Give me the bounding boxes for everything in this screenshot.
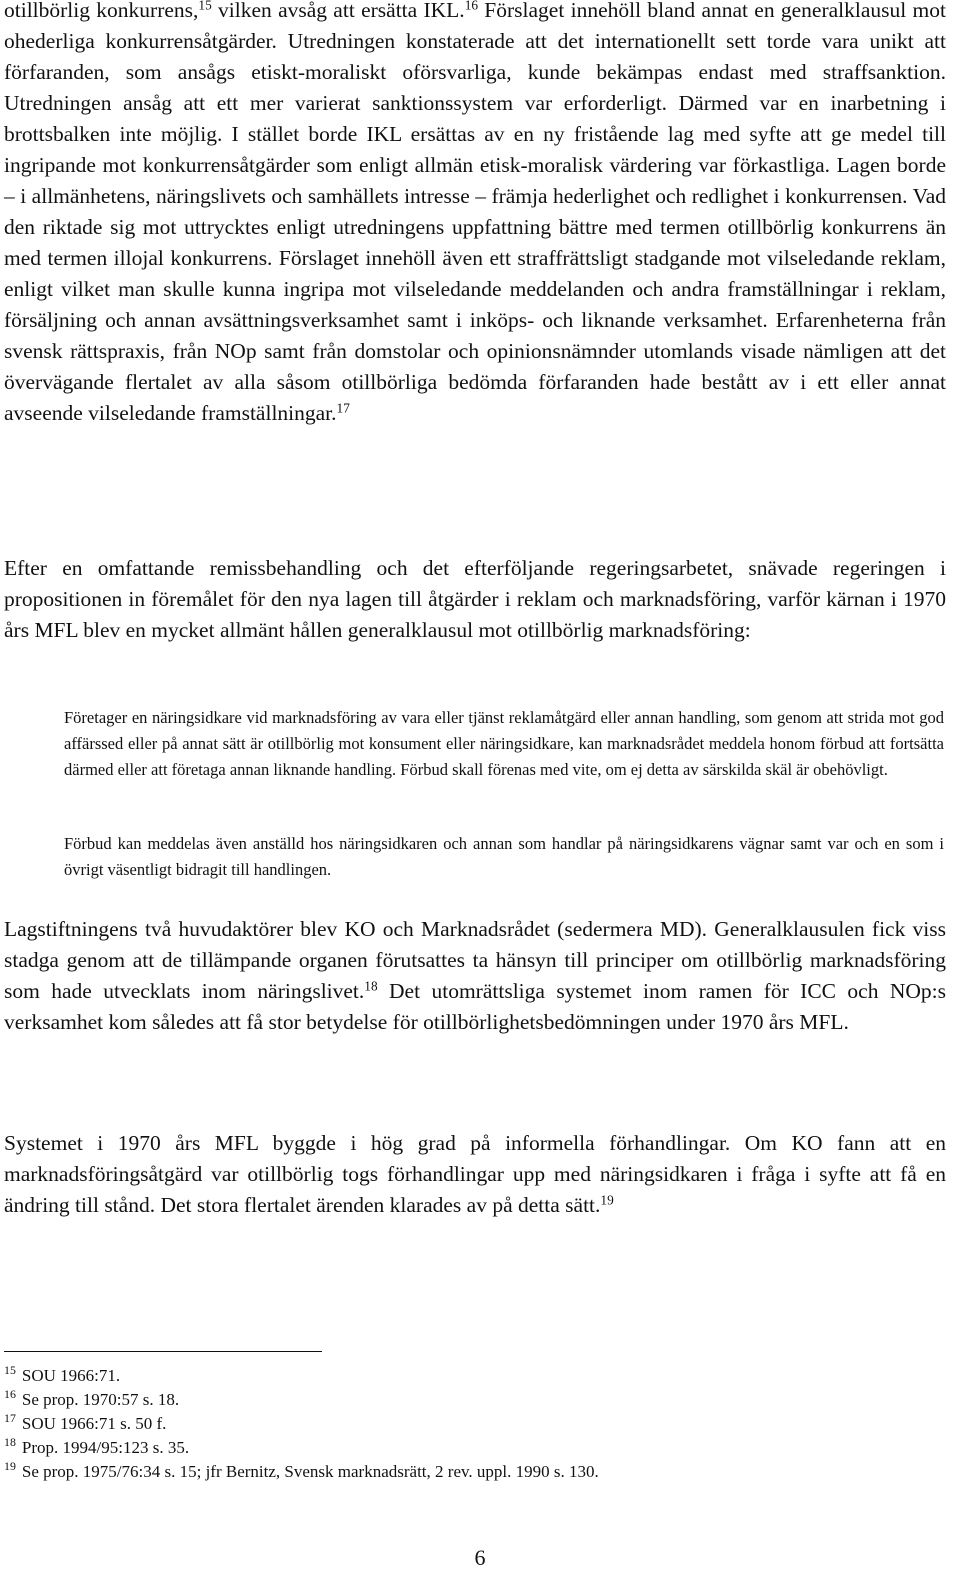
body-paragraph-4 <box>4 1128 946 1221</box>
footnote-number: 16 <box>4 1387 16 1402</box>
quote-text: Företager en näringsidkare vid marknadsföring av vara eller tjänst reklamåtgärd eller annan handling, som genom att strida mot god affärssed eller på annat sätt är otillbörlig mot konsument eller näringsidkare, kan marknadsrådet meddela honom förbud att fortsätta därmed eller att företaga annan liknande handling. Förbud skall förenas med vite, om ej detta av särskilda skäl är obehövligt. <box>64 708 944 779</box>
footnote-text: Se prop. 1975/76:34 s. 15; jfr Bernitz, Svensk marknadsrätt, 2 rev. uppl. 1990 s. 130. <box>21 1462 599 1481</box>
paragraph-text: otillbörlig konkurrens, <box>4 0 199 22</box>
page-number: 6 <box>474 1545 486 1570</box>
footnote-18 <box>4 1436 904 1460</box>
body-paragraph-1 <box>4 0 946 429</box>
paragraph-text: Systemet i 1970 års MFL byggde i hög grad på informella förhandlingar. Om KO fann att en marknadsföringsåtgärd var otillbörlig togs förhandlingar upp med näringsidkaren i fråga i syfte att få en ändring till stånd. Det stora flertalet ärenden klarades av på detta sätt. <box>4 1131 946 1217</box>
footnote-text: SOU 1966:71. <box>21 1366 121 1385</box>
footnote-text: SOU 1966:71 s. 50 f. <box>21 1414 167 1433</box>
quote-text: Förbud kan meddelas även anställd hos näringsidkaren och annan som handlar på näringsidkarens vägnar samt var och en som i övrigt väsentligt bidragit till handlingen. <box>64 834 944 879</box>
footnote-number: 17 <box>4 1411 16 1426</box>
footnote-number: 15 <box>4 1363 16 1378</box>
body-paragraph-2 <box>4 553 946 646</box>
paragraph-text: Efter en omfattande remissbehandling och det efterföljande regeringsarbetet, snävade regeringen i propositionen in föremålet för den nya lagen till åtgärder i reklam och marknadsföring, varför kärnan i 1970 års MFL blev en mycket allmänt hållen generalklausul mot otillbörlig marknadsföring: <box>4 556 946 642</box>
paragraph-text: vilken avsåg att ersätta IKL. <box>211 0 465 22</box>
footnote-ref-17[interactable]: 17 <box>336 400 350 416</box>
paragraph-text: Det utomrättsliga systemet inom ramen för ICC och NOp:s verksamhet kom således att få stor betydelse för otillbörlighetsbedömningen under 1970 års MFL. <box>4 979 947 1034</box>
footnote-15 <box>4 1364 904 1388</box>
footnote-number: 18 <box>4 1435 16 1450</box>
footnote-ref-16[interactable]: 16 <box>464 0 479 13</box>
footnote-16 <box>4 1388 904 1412</box>
paragraph-text: Lagstiftningens två huvudaktörer blev KO och Marknadsrådet (sedermera MD). Generalklausulen fick viss stadga genom att de tillämpande organen förutsattes ta hänsyn till principer om otillbörlig marknadsföring som hade utvecklats inom näringslivet. <box>4 917 946 1003</box>
footnote-19 <box>4 1460 904 1484</box>
footnote-17 <box>4 1412 904 1436</box>
body-paragraph-3 <box>4 914 946 1038</box>
footnote-separator <box>4 1351 322 1352</box>
footnote-text: Prop. 1994/95:123 s. 35. <box>21 1438 190 1457</box>
block-quote-2 <box>64 831 944 883</box>
footnote-text: Se prop. 1970:57 s. 18. <box>21 1390 180 1409</box>
footnote-ref-18[interactable]: 18 <box>364 978 378 994</box>
footnote-list <box>4 1364 904 1484</box>
footnote-ref-15[interactable]: 15 <box>198 0 212 13</box>
footnote-ref-19[interactable]: 19 <box>600 1192 614 1208</box>
block-quote-1 <box>64 705 944 783</box>
paragraph-text: Förslaget innehöll bland annat en generalklausul mot ohederliga konkurrensåtgärder. Utredningen konstaterade att det internationellt sett torde vara unikt att förfaranden, som ansågs etiskt-moraliskt oförsvarliga, kunde bekämpas endast med straffsanktion. Utredningen ansåg att ett mer varierat sanktionssystem var erforderligt. Därmed var en inarbetning i brottsbalken inte möjlig. I stället borde IKL ersättas av en ny fristående lag med syfte att ge medel till ingripande mot konkurrensåtgärder som enligt allmän etisk-moralisk värdering var förkastliga. Lagen borde – i allmänhetens, näringslivets och samhällets intresse – främja hederlighet och redlighet i konkurrensen. Vad den riktade sig mot uttrycktes enligt utredningens uppfattning bättre med termen otillbörlig konkurrens än med termen illojal konkurrens. Förslaget innehöll även ett straffrättsligt stadgande mot vilseledande reklam, enligt vilket man skulle kunna ingripa mot vilseledande meddelanden och andra framställningar i reklam, försäljning och annan avsättningsverksamhet samt i inköps- och liknande verksamhet. Erfarenheterna från svensk rättspraxis, från NOp samt från domstolar och opinionsnämnder utomlands visade nämligen att det övervägande flertalet av alla såsom otillbörliga bedömda förfaranden hade bestått av i ett eller annat avseende vilseledande framställningar. <box>4 0 946 425</box>
footnote-number: 19 <box>4 1459 16 1474</box>
